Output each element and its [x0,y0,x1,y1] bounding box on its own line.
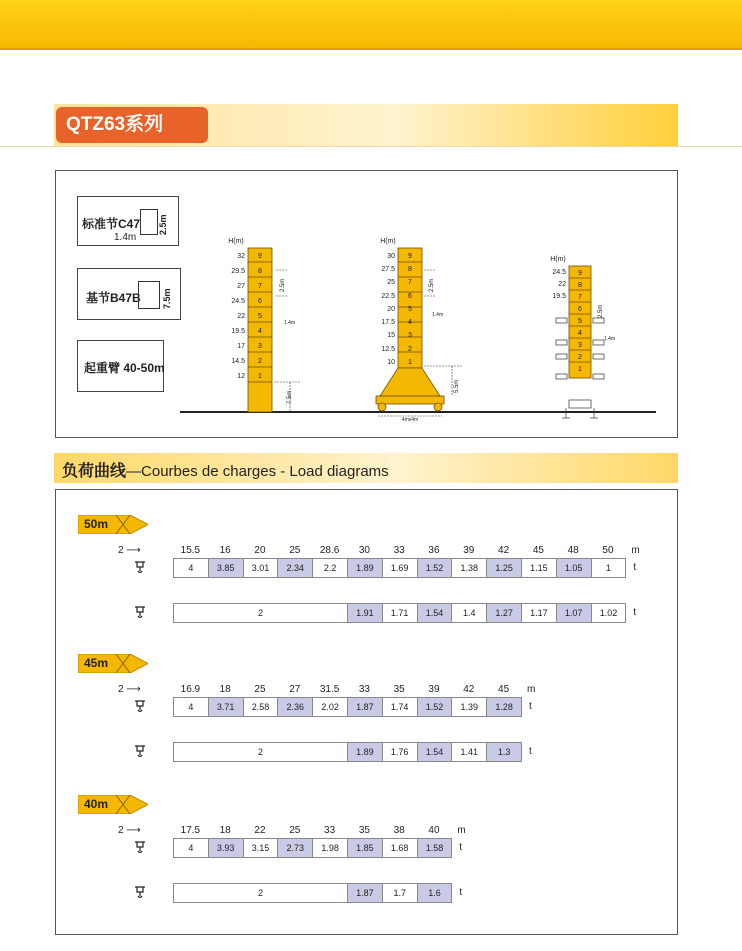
load-cell-4fall: 2.34 [277,558,313,578]
load-cell-2fall: 1.54 [417,742,453,762]
load-cell-2fall: 1.89 [347,742,383,762]
radius-header: 18 [219,825,231,836]
tower-1-sec: 3 [258,343,262,350]
load-cell-2fall-span: 2 [173,742,348,762]
tower-2-h: 10 [387,359,395,366]
tower-1-sec: 7 [258,283,262,290]
load-cell-4fall: 3.85 [208,558,244,578]
load-cell-4fall: 1.68 [382,838,418,858]
radius-header: 31.5 [319,684,340,695]
tower-2-sec: 7 [408,279,412,286]
radius-header: 45 [498,684,510,695]
tower-3-sec: 6 [578,306,582,313]
jib-label: 起重臂 40-50m [84,361,165,375]
tower-2-dim-base: 5.5m [454,379,460,393]
load-cell-2fall: 1.4 [451,603,487,623]
radius-header: 45 [532,545,544,556]
tower-2-h: 22.5 [381,293,395,300]
tower-2-dim-chassis: 4mx4m [401,417,419,423]
reeving-label: 2 ⟶ [118,825,141,836]
load-cell-4fall: 1.98 [312,838,348,858]
boom-tag-label: 40m [84,797,109,811]
load-cell-4fall: 1.85 [347,838,383,858]
load-cell-4fall: 1.89 [347,558,383,578]
load-cell-4fall: 1.52 [417,558,453,578]
tower-2-sec: 2 [408,346,412,353]
load-cell-4fall: 1.58 [417,838,453,858]
tower-1-h: 32 [237,253,245,260]
tower-2-sec: 4 [408,319,412,326]
radius-header: 30 [358,545,370,556]
unit-t: t [633,607,637,618]
tower-2-h: 12.5 [381,346,395,353]
radius-header: 39 [463,545,475,556]
tower-3-axis: H(m) [550,256,566,263]
hook-4-icon [134,561,146,575]
load-cell-2fall: 1.02 [591,603,627,623]
base-section-label: 基节B47B [86,291,141,305]
tower-3-dim-section: 2.5m [598,304,604,318]
radius-header: 40 [428,825,440,836]
tower-1-h: 14.5 [231,358,245,365]
radius-header: 28.6 [319,545,340,556]
load-cell-2fall: 1.41 [451,742,487,762]
load-cell-4fall: 3.71 [208,697,244,717]
load-cell-2fall: 1.71 [382,603,418,623]
tower-2-sec: 9 [408,253,412,260]
load-cell-4fall: 2.73 [277,838,313,858]
reeving-label: 2 ⟶ [118,684,141,695]
tower-1-dim-width: 1.4m [284,320,296,326]
load-cell-2fall: 1.07 [556,603,592,623]
radius-header: 33 [324,825,336,836]
tower-3-sec: 7 [578,294,582,301]
radius-header: 16.9 [180,684,201,695]
radius-header: 50 [602,545,614,556]
load-cell-4fall: 1.25 [486,558,522,578]
boom-tag-label: 45m [84,656,109,670]
hook-2-icon [134,606,146,620]
radius-header: 22 [254,825,266,836]
load-cell-4fall: 4 [173,558,209,578]
tower-2-h: 25 [387,279,395,286]
boom-tag [78,654,148,673]
load-cell-4fall: 3.93 [208,838,244,858]
tower-3-h: 24.5 [552,269,566,276]
tower-1-h: 19.5 [231,328,245,335]
unit-m: m [631,545,640,556]
radius-header: 33 [358,684,370,695]
load-cell-2fall: 1.3 [486,742,522,762]
tower-1-h: 12 [237,373,245,380]
standard-section-width: 1.4m [114,232,137,243]
tower-2-axis: H(m) [380,238,396,245]
tower-3-sec: 9 [578,270,582,277]
tower-1-dim-base: 7.5m [287,390,293,404]
tower-2-sec: 8 [408,266,412,273]
reeving-label: 2 ⟶ [118,545,141,556]
radius-header: 48 [567,545,579,556]
load-cell-4fall: 3.01 [243,558,279,578]
boom-tag [78,515,148,534]
tower-2-sec: 1 [408,359,412,366]
load-cell-2fall: 1.91 [347,603,383,623]
radius-header: 17.5 [180,825,201,836]
radius-header: 15.5 [180,545,201,556]
load-cell-4fall: 1.69 [382,558,418,578]
tower-2-dim-width: 1.4m [432,312,444,318]
load-cell-4fall: 2.02 [312,697,348,717]
tower-1-h: 17 [237,343,245,350]
radius-header: 39 [428,684,440,695]
tower-1-h: 27 [237,283,245,290]
tower-1-h: 22 [237,313,245,320]
load-cell-4fall: 2.36 [277,697,313,717]
load-cell-4fall: 1.52 [417,697,453,717]
radius-header: 27 [289,684,301,695]
radius-header: 42 [498,545,510,556]
tower-2-h: 30 [387,253,395,260]
tower-2-h: 27.5 [381,266,395,273]
tower-2-h: 17.5 [381,319,395,326]
tower-1-sec: 8 [258,268,262,275]
load-cell-4fall: 1.38 [451,558,487,578]
radius-header: 36 [428,545,440,556]
tower-3-sec: 5 [578,318,582,325]
unit-m: m [457,825,466,836]
load-cell-4fall: 1.87 [347,697,383,717]
tower-3-sec: 2 [578,354,582,361]
section-title: QTZ63系列 [56,107,208,143]
load-cell-2fall-span: 2 [173,883,348,903]
unit-t: t [633,562,637,573]
load-cell-2fall: 1.54 [417,603,453,623]
load-cell-4fall: 1.28 [486,697,522,717]
tower-1-sec: 5 [258,313,262,320]
load-cell-2fall: 1.6 [417,883,453,903]
radius-header: 25 [289,545,301,556]
tower-3-sec: 3 [578,342,582,349]
load-cell-4fall: 1.39 [451,697,487,717]
tower-3-h: 19.5 [552,293,566,300]
base-section-height: 7.5m [162,288,172,309]
tower-1-h: 24.5 [231,298,245,305]
load-cell-4fall: 1.74 [382,697,418,717]
tower-1-dim-section: 2.5m [280,278,286,292]
tower-2-h: 20 [387,306,395,313]
load-cell-4fall: 4 [173,697,209,717]
radius-header: 33 [393,545,405,556]
tower-1-sec: 4 [258,328,262,335]
unit-t: t [529,746,532,757]
load-cell-4fall: 2.2 [312,558,348,578]
radius-header: 38 [393,825,405,836]
load-title-en: —Courbes de charges - Load diagrams [126,463,389,480]
tower-2-h: 15 [387,332,395,339]
tower-2-sec: 6 [408,293,412,300]
hook-4-icon [134,700,146,714]
tower-3-sec: 8 [578,282,582,289]
tower-1-sec: 1 [258,373,262,380]
load-cell-2fall: 1.76 [382,742,418,762]
radius-header: 18 [219,684,231,695]
radius-header: 25 [254,684,266,695]
radius-header: 35 [393,684,405,695]
radius-header: 25 [289,825,301,836]
tower-1-sec: 9 [258,253,262,260]
load-title [62,458,389,481]
unit-t: t [459,887,463,898]
unit-m: m [527,684,536,695]
hook-2-icon [134,886,146,900]
unit-t: t [529,701,532,712]
tower-1-h: 29.5 [231,268,245,275]
load-cell-2fall: 1.87 [347,883,383,903]
hook-2-icon [134,745,146,759]
load-cell-4fall: 1.15 [521,558,557,578]
load-cell-4fall: 1 [591,558,627,578]
load-cell-2fall: 1.17 [521,603,557,623]
load-cell-2fall-span: 2 [173,603,348,623]
radius-header: 16 [219,545,231,556]
load-cell-4fall: 2.58 [243,697,279,717]
tower-3-dim-width: 1.4m [604,336,616,342]
standard-section-height: 2.5m [158,214,168,235]
tower-3-h: 22 [558,281,566,288]
load-cell-4fall: 4 [173,838,209,858]
tower-1-sec: 2 [258,358,262,365]
hook-4-icon [134,841,146,855]
unit-t: t [459,842,463,853]
tower-1-sec: 6 [258,298,262,305]
tower-2-sec: 5 [408,306,412,313]
tower-3-sec: 4 [578,330,582,337]
radius-header: 35 [358,825,370,836]
tower-2-sec: 3 [408,332,412,339]
load-cell-4fall: 3.15 [243,838,279,858]
radius-header: 42 [463,684,475,695]
boom-tag [78,795,148,814]
tower-2-dim-section: 2.5m [429,278,435,292]
radius-header: 20 [254,545,266,556]
load-cell-4fall: 1.05 [556,558,592,578]
load-title-cn: 负荷曲线 [62,463,127,480]
tower-elevations [0,0,742,451]
load-cell-2fall: 1.27 [486,603,522,623]
boom-tag-label: 50m [84,517,109,531]
tower-1-axis: H(m) [228,238,244,245]
standard-section-label: 标准节C47 [82,217,141,231]
tower-3-sec: 1 [578,366,582,373]
load-cell-2fall: 1.7 [382,883,418,903]
